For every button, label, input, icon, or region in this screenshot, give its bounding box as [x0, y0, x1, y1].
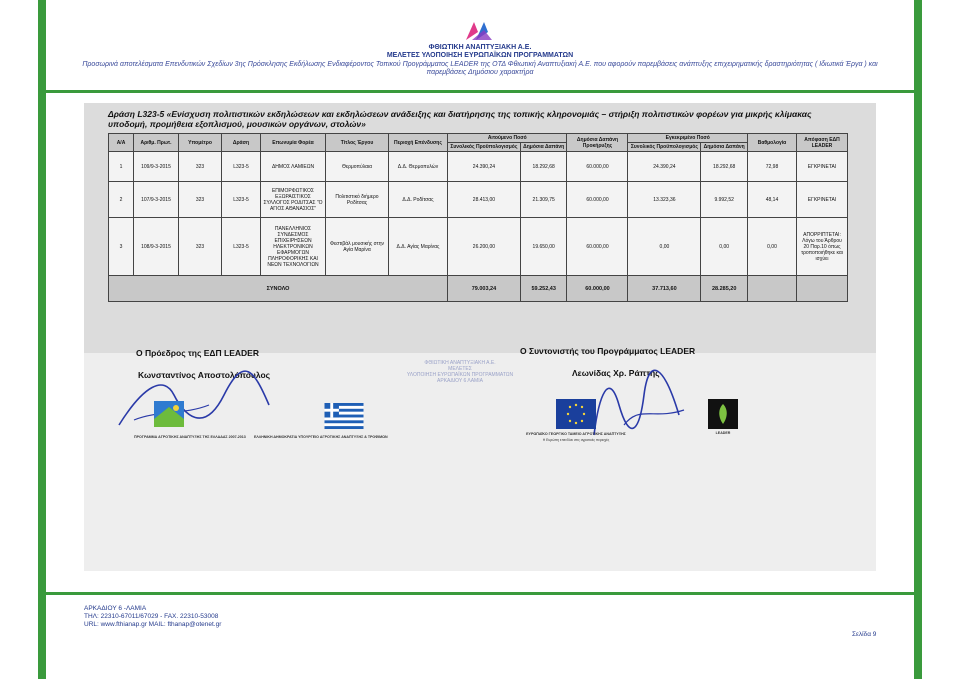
right-frame-bar — [914, 0, 922, 679]
col-arith: Αριθμ. Πρωτ. — [134, 134, 179, 152]
total-row — [109, 276, 848, 302]
footer-phone: ΤΗΛ: 22310-67011/67029 - FAX. 22310-53008 — [84, 613, 219, 621]
cell-syn1: 26.200,00 — [448, 218, 521, 276]
results-sheet — [84, 103, 876, 353]
right-signer-role: Ο Συντονιστής του Προγράμματος LEADER — [520, 346, 696, 356]
cell-arith: 108/9-3-2015 — [134, 218, 179, 276]
cell-foreas: ΕΠΙΜΟΡΦΩΤΙΚΟΣ ΕΞΩΡΑΙΣΤΙΚΟΣ ΣΥΛΛΟΓΟΣ ΡΟΔΙΤΣΑΣ "Ο ΑΓΙΟΣ ΑΘΑΝΑΣΙΟΣ" — [261, 182, 326, 218]
footer-contact — [84, 605, 221, 629]
col-perioxi: Περιοχή Επένδυσης — [389, 134, 448, 152]
stamp-line: ΜΕΛΕΤΕΣ — [448, 366, 472, 372]
col-syn2: Συνολικός Προϋπολογισμός — [628, 143, 701, 152]
total-dim2: 28.285,20 — [701, 276, 748, 302]
org-name: ΦΘΙΩΤΙΚΗ ΑΝΑΠΤΥΞΙΑΚΗ Α.Ε. — [428, 44, 532, 51]
leader-label: LEADER — [715, 431, 731, 435]
cell-dim2: 9.992,52 — [701, 182, 748, 218]
cell-prok: 60.000,00 — [567, 152, 628, 182]
agro-program-label: ΠΡΟΓΡΑΜΜΑ ΑΓΡΟΤΙΚΗΣ ΑΝΑΠΤΥΞΗΣ ΤΗΣ ΕΛΛΑΔΑΣ 2007-2013 — [134, 435, 246, 439]
footer-divider — [38, 592, 922, 595]
col-syn1: Συνολικός Προϋπολογισμός — [448, 143, 521, 152]
cell-titlos: Φεστιβάλ μουσικής στην Αγία Μαρίνα — [326, 218, 389, 276]
footer-web: URL: www.fthianap.gr MAIL: fthanap@otenet.gr — [84, 621, 222, 629]
cell-titlos: Θερμοπύλαια — [326, 152, 389, 182]
left-frame-bar — [38, 0, 46, 679]
cell-ypometro: 323 — [179, 182, 222, 218]
col-titlos: Τίτλος Έργου — [326, 134, 389, 152]
cell-apofasi: ΕΓΚΡΙΝΕΤΑΙ — [797, 152, 848, 182]
cell-dim2: 0,00 — [701, 218, 748, 276]
cell-vathmos: 48,14 — [748, 182, 797, 218]
total-syn1: 79.003,24 — [448, 276, 521, 302]
cell-titlos: Πολιτιστικό διήμερο Ροδίτσας — [326, 182, 389, 218]
total-syn2: 37.713,60 — [628, 276, 701, 302]
col-apofasi: Απόφαση ΕΔΠ LEADER — [797, 134, 848, 152]
cell-foreas: ΔΗΜΟΣ ΛΑΜΙΕΩΝ — [261, 152, 326, 182]
cell-prok: 60.000,00 — [567, 218, 628, 276]
left-signer-name: Κωνσταντίνος Αποστολόπουλος — [138, 370, 271, 380]
total-label: ΣΥΝΟΛΟ — [109, 276, 448, 302]
cell-drasi: L323-5 — [222, 152, 261, 182]
cell-aa: 1 — [109, 152, 134, 182]
cell-ypometro: 323 — [179, 218, 222, 276]
ministry-label: ΕΛΛΗΝΙΚΗ ΔΗΜΟΚΡΑΤΙΑ ΥΠΟΥΡΓΕΙΟ ΑΓΡΟΤΙΚΗΣ ΑΝΑΠΤΥΞΗΣ & ΤΡΟΦΙΜΩΝ — [254, 435, 388, 439]
scanned-document — [84, 103, 876, 571]
cell-dim1: 18.292,68 — [520, 152, 567, 182]
cell-foreas: ΠΑΝΕΛΛΗΝΙΟΣ ΣΥΝΔΕΣΜΟΣ ΕΠΙΧΕΙΡΗΣΕΩΝ ΗΛΕΚΤΡΟΝΙΚΩΝ ΕΦΑΡΜΟΓΩΝ ΠΛΗΡΟΦΟΡΙΚΗΣ ΚΑΙ ΝΕΩΝ ΤΕΧΝΟΛΟΓΙΩΝ — [261, 218, 326, 276]
cell-arith: 107/9-3-2015 — [134, 182, 179, 218]
funding-logos — [124, 399, 844, 449]
cell-apofasi: ΑΠΟΡΡΙΠΤΕΤΑΙ: Λόγω του Άρθρου 20 Παρ.10 όπως τροποποιήθηκε και ισχύει — [797, 218, 848, 276]
eu-flag-icon — [556, 399, 596, 429]
cell-perioxi: Δ.Δ. Ροδίτσας — [389, 182, 448, 218]
col-dim1: Δημόσια Δαπάνη — [520, 143, 567, 152]
cell-dim1: 19.650,00 — [520, 218, 567, 276]
stamp-line: ΥΛΟΠΟΙΗΣΗ ΕΥΡΩΠΑΪΚΩΝ ΠΡΟΓΡΑΜΜΑΤΩΝ — [406, 372, 514, 378]
action-title: Δράση L323-5 «Ενίσχυση πολιτιστικών εκδηλώσεων και εκδηλώσεων ανάδειξης και διατήρησης της τοπικής κληρονομιάς – στήριξη πολιτιστικών φορέων για μικρής κλίμακας υποδομή, προμήθεια εξοπλισμού, μουσικών οργάνων, στολών» — [108, 109, 812, 130]
footer-address: ΑΡΚΑΔΙΟΥ 6 -ΛΑΜΙΑ — [84, 605, 147, 612]
table-row — [109, 152, 848, 182]
col-prokirixi: Δημόσια Δαπάνη Προκήρυξης — [567, 134, 628, 152]
stamp-line: ΦΘΙΩΤΙΚΗ ΑΝΑΠΤΥΞΙΑΚΗ Α.Ε. — [424, 360, 496, 366]
cell-dim1: 21.309,75 — [520, 182, 567, 218]
col-eponymia: Επωνυμία Φορέα — [261, 134, 326, 152]
agro-program-logo-icon — [134, 399, 204, 433]
company-logo-icon — [462, 20, 496, 42]
cell-dim2: 18.292,68 — [701, 152, 748, 182]
cell-arith: 109/9-3-2015 — [134, 152, 179, 182]
cell-aa: 2 — [109, 182, 134, 218]
cell-ypometro: 323 — [179, 152, 222, 182]
col-ypometro: Υπομέτρο — [179, 134, 222, 152]
eu-fund-label: ΕΥΡΩΠΑΪΚΟ ΓΕΩΡΓΙΚΟ ΤΑΜΕΙΟ ΑΓΡΟΤΙΚΗΣ ΑΝΑΠΤΥΞΗΣ — [526, 432, 626, 436]
total-vathmos — [748, 276, 797, 302]
cell-perioxi: Δ.Δ. Αγίας Μαρίνας — [389, 218, 448, 276]
page-number: Σελίδα 9 — [852, 631, 877, 638]
col-aitoumeno: Αιτούμενο Ποσό — [448, 134, 567, 143]
right-signer-name: Λεωνίδας Χρ. Ράπτης — [572, 368, 660, 378]
cell-drasi: L323-5 — [222, 218, 261, 276]
cell-aa: 3 — [109, 218, 134, 276]
cell-syn2: 13.323,36 — [628, 182, 701, 218]
table-row — [109, 218, 848, 276]
cell-drasi: L323-5 — [222, 182, 261, 218]
left-signer-role: Ο Πρόεδρος της ΕΔΠ LEADER — [136, 348, 259, 358]
header-divider — [38, 90, 922, 93]
col-aa: Α/Α — [109, 134, 134, 152]
cell-syn1: 28.413,00 — [448, 182, 521, 218]
stamp-line: ΑΡΚΑΔΙΟΥ 6 ΛΑΜΙΑ — [437, 378, 483, 384]
total-dim1: 59.252,43 — [520, 276, 567, 302]
total-prok: 60.000,00 — [567, 276, 628, 302]
col-egkekrimeno: Εγκεκριμένο Ποσό — [628, 134, 748, 143]
col-vathmologia: Βαθμολογία — [748, 134, 797, 152]
col-dim2: Δημόσια Δαπάνη — [701, 143, 748, 152]
header-note: Προσωρινά αποτελέσματα Επενδυτικών Σχεδίων 3ης Πρόσκλησης Εκδήλωσης Ενδιαφέροντος Τοπικού Προγράμματος LEADER της ΟΤΔ Φθιωτική Αναπτυξιακή Α.Ε. που αφορούν παρεμβάσεις ανάπτυξης επιχειρηματικής δραστηριότητας ( Ιδιωτικά Έργα ) και παρεμβάσεις Δημόσιου χαρακτήρα — [82, 61, 878, 77]
cell-perioxi: Δ.Δ. Θερμοπυλών — [389, 152, 448, 182]
eu-fund-sublabel: Η Ευρώπη επενδύει στις αγροτικές περιοχές — [542, 438, 610, 442]
cell-vathmos: 0,00 — [748, 218, 797, 276]
cell-prok: 60.000,00 — [567, 182, 628, 218]
cell-syn2: 0,00 — [628, 218, 701, 276]
cell-syn1: 24.390,24 — [448, 152, 521, 182]
table-row — [109, 182, 848, 218]
program-name: ΜΕΛΕΤΕΣ ΥΛΟΠΟΙΗΣΗ ΕΥΡΩΠΑΪΚΩΝ ΠΡΟΓΡΑΜΜΑΤΩΝ — [386, 52, 574, 59]
results-table — [108, 133, 848, 302]
greek-flag-icon — [324, 403, 364, 429]
cell-vathmos: 72,98 — [748, 152, 797, 182]
col-drasi: Δράση — [222, 134, 261, 152]
total-apofasi — [797, 276, 848, 302]
cell-syn2: 24.390,24 — [628, 152, 701, 182]
leader-logo-icon — [708, 399, 738, 429]
cell-apofasi: ΕΓΚΡΙΝΕΤΑΙ — [797, 182, 848, 218]
